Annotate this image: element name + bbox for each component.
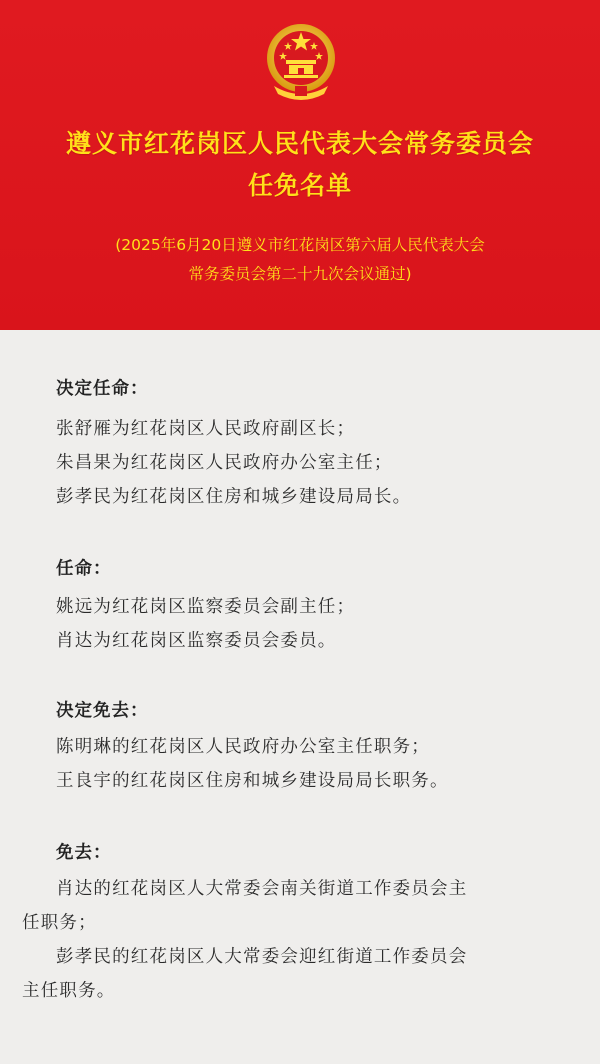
section-heading: 决定任命： <box>56 379 149 399</box>
section-heading: 任命： <box>56 559 112 579</box>
subtitle: (2025年6月20日遵义市红花岗区第六届人民代表大会 <box>115 236 485 254</box>
list-item: 张舒雁为红花岗区人民政府副区长； <box>56 419 356 439</box>
section-heading: 决定免去： <box>56 701 149 721</box>
list-item: 陈明琳的红花岗区人民政府办公室主任职务； <box>56 737 430 757</box>
header-banner <box>0 0 600 330</box>
list-item: 朱昌果为红花岗区人民政府办公室主任； <box>56 453 393 473</box>
subtitle-second-line: 常务委员会第二十九次会议通过) <box>188 265 412 283</box>
list-item: 肖达为红花岗区监察委员会委员。 <box>56 631 337 651</box>
list-item: 彭孝民为红花岗区住房和城乡建设局局长。 <box>56 487 412 507</box>
page-title: 遵义市红花岗区人民代表大会常务委员会 <box>65 129 534 158</box>
section-heading: 免去： <box>56 843 112 863</box>
list-item: 彭孝民的红花岗区人大常委会迎红街道工作委员会 <box>56 947 468 967</box>
list-item-continuation: 任职务； <box>22 913 97 933</box>
national-emblem-icon <box>264 20 338 102</box>
page-title-second-line: 任免名单 <box>247 171 352 200</box>
appointment-list <box>0 330 600 1064</box>
list-item-continuation: 主任职务。 <box>22 981 116 1001</box>
list-item: 肖达的红花岗区人大常委会南关街道工作委员会主 <box>56 879 468 899</box>
list-item: 王良宇的红花岗区住房和城乡建设局局长职务。 <box>56 771 449 791</box>
list-item: 姚远为红花岗区监察委员会副主任； <box>56 597 356 617</box>
